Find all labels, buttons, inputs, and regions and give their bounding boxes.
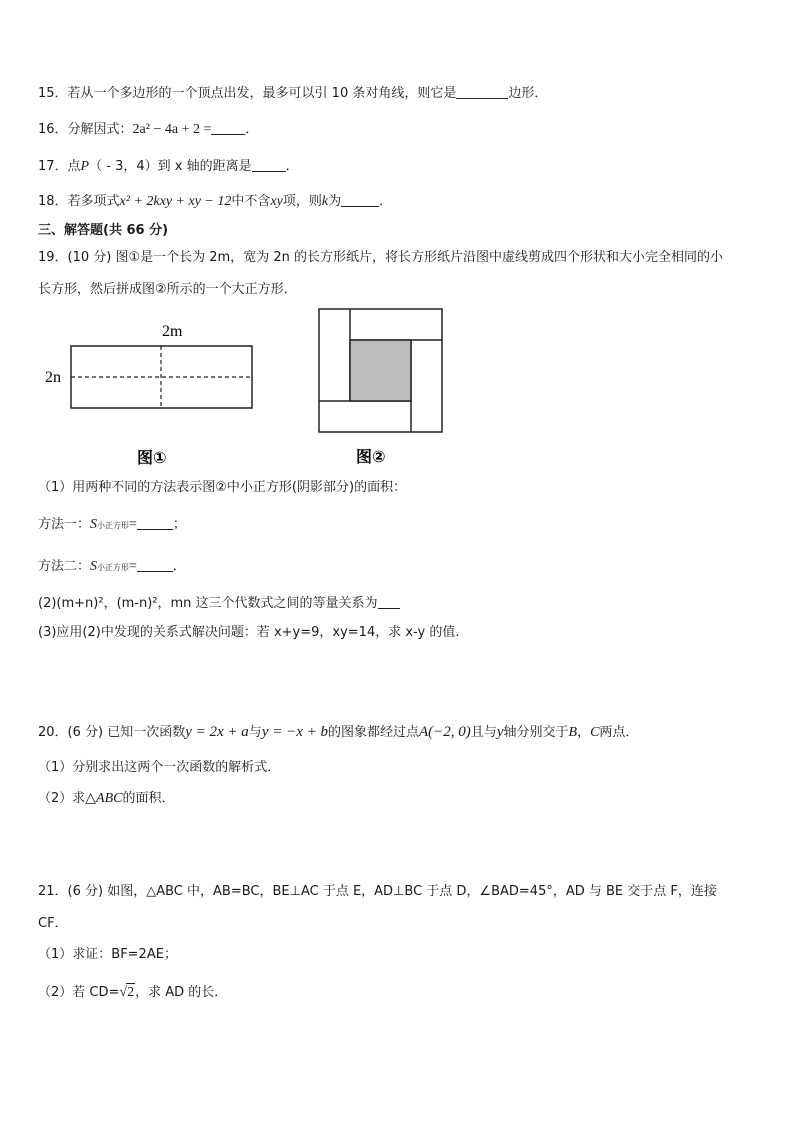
- q20-C: C: [590, 725, 600, 740]
- q15-text: 15．若从一个多边形的一个顶点出发，最多可以引 10 条对角线，则它是: [38, 86, 457, 101]
- method2-S: S: [90, 559, 98, 574]
- q18-blank: [341, 192, 379, 207]
- method1-blank: [137, 515, 173, 530]
- method1-equals: =: [129, 517, 137, 532]
- q20-mid3: 且与: [470, 725, 497, 740]
- fig2-caption: 图②: [356, 447, 386, 466]
- question-17: [38, 157, 299, 176]
- q20-suffix: 两点．: [599, 725, 639, 740]
- method1-end: ；: [172, 517, 186, 532]
- q19-method1: [38, 515, 186, 535]
- q21-part2: [38, 983, 227, 1002]
- q20-triangle: △ABC: [85, 791, 123, 806]
- method2-blank: [137, 557, 173, 572]
- q20-mid2: 的图象都经过点: [328, 725, 420, 740]
- question-16: [38, 120, 258, 139]
- q17-blank: [252, 157, 286, 172]
- fig2-shaded-square: [350, 340, 411, 401]
- q19-part2: [38, 594, 400, 613]
- q18-k: k: [321, 194, 329, 209]
- q17-suffix: ．: [285, 159, 299, 174]
- q17-text: 17．点: [38, 159, 81, 174]
- q20-axis: y: [496, 724, 504, 740]
- fig1-left-label: 2n: [45, 369, 61, 386]
- q19-method2: [38, 557, 186, 577]
- method1-S: S: [90, 517, 98, 532]
- q18-suffix: ．: [379, 194, 393, 209]
- q20-mid4: 轴分别交于: [503, 725, 569, 740]
- q18-mid2: 项，则: [282, 194, 322, 209]
- q19-part3: (3)应用(2)中发现的关系式解决问题：若 x+y=9，xy=14，求 x-y 的值.: [38, 625, 460, 640]
- q19-part1: （1）用两种不同的方法表示图②中小正方形(阴影部分)的面积：: [38, 480, 407, 495]
- method2-end: ．: [172, 559, 186, 574]
- q20-B: B: [568, 725, 578, 740]
- fig1-caption: 图①: [137, 448, 167, 467]
- q20-part1: （1）分别求出这两个一次函数的解析式．: [38, 760, 281, 775]
- q20-function-1: y = 2x + a: [185, 724, 249, 740]
- method2-equals: =: [129, 559, 137, 574]
- q21-part2-suffix: ，求 AD 的长．: [135, 985, 228, 1000]
- method2-label: 方法二：: [38, 559, 91, 574]
- method2-subscript: 小正方形: [97, 563, 130, 572]
- figure-2: [310, 300, 455, 470]
- q21-sqrt-value: 2: [127, 985, 135, 1000]
- q15-blank: [456, 84, 508, 99]
- q20-part2: [38, 790, 175, 808]
- q20-point-A: A(−2, 0): [419, 724, 471, 740]
- q17-mid: （ - 3，4）到 x 轴的距离是: [89, 159, 252, 174]
- q20-part2-prefix: （2）求: [38, 791, 86, 806]
- q16-expression: 2a² − 4a + 2 =: [132, 122, 212, 137]
- q16-text: 16．分解因式：: [38, 122, 133, 137]
- q15-suffix: 边形．: [508, 86, 548, 101]
- q16-suffix: ．: [245, 122, 259, 137]
- q20-part2-suffix: 的面积．: [122, 791, 175, 806]
- q18-mid3: 为: [328, 194, 342, 209]
- q20-comma: ，: [577, 725, 591, 740]
- method1-subscript: 小正方形: [97, 521, 130, 530]
- q16-blank: [211, 120, 245, 135]
- q18-term: xy: [270, 194, 283, 209]
- q21-part1: （1）求证：BF=2AE；: [38, 947, 177, 962]
- question-18: [38, 192, 392, 211]
- q18-text: 18．若多项式: [38, 194, 120, 209]
- q21-sqrt-symbol: √: [119, 985, 128, 1000]
- q21-part2-prefix: （2）若 CD=: [38, 985, 120, 1000]
- section-title: 三、解答题(共 66 分): [38, 223, 169, 238]
- q21-line1: 21．(6 分) 如图，△ABC 中，AB=BC，BE⊥AC 于点 E，AD⊥BC 于点 D，∠BAD=45°，AD 与 BE 交于点 F，连接: [38, 884, 717, 899]
- q18-expression: x² + 2kxy + xy − 12: [119, 194, 232, 209]
- q20-function-2: y = −x + b: [261, 724, 328, 740]
- q19-part2-blank: [378, 594, 400, 609]
- fig1-top-label: 2m: [162, 323, 183, 340]
- q19-part2-text: (2)(m+n)²，(m-n)²，mn 这三个代数式之间的等量关系为: [38, 596, 378, 611]
- question-15: [38, 84, 547, 103]
- q20-text: 20．(6 分) 已知一次函数: [38, 725, 186, 740]
- q20-mid: 与: [248, 725, 262, 740]
- question-20: [38, 723, 638, 742]
- q21-line2: CF．: [38, 916, 68, 931]
- q17-point: P: [80, 159, 90, 174]
- figure-1: [40, 315, 270, 470]
- q19-line1: 19．(10 分) 图①是一个长为 2m，宽为 2n 的长方形纸片，将长方形纸片沿图中虚线剪成四个形状和大小完全相同的小: [38, 250, 723, 265]
- method1-label: 方法一：: [38, 517, 91, 532]
- q18-mid: 中不含: [231, 194, 271, 209]
- q19-line2: 长方形，然后拼成图②所示的一个大正方形．: [38, 282, 297, 297]
